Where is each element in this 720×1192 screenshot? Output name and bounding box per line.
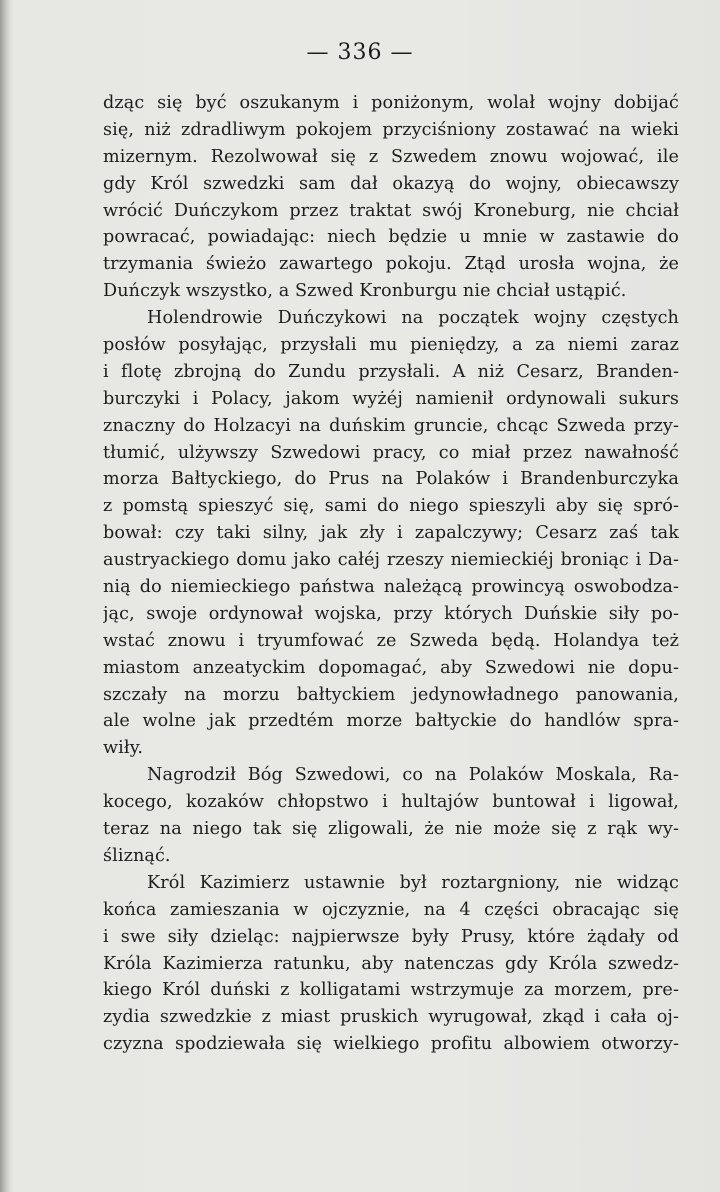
text-line: burczyki i Polacy, jakom wyżéj namienił ordynowali sukurs xyxy=(103,388,679,409)
text-line: posłów posyłając, przysłali mu pieniędzy, a za niemi zaraz xyxy=(103,335,679,356)
text-line: austryackiego domu jako całéj rzeszy niemieckiéj broniąc i Da- xyxy=(103,550,679,571)
text-line: kiego Król duński z kolligatami wstrzymuje za morzem, pre- xyxy=(103,980,679,1001)
text-line: wstać znowu i tryumfować ze Szweda będą. Holandya też xyxy=(103,630,679,651)
text-line: czyzna spodziewała się wielkiego profitu albowiem otworzy- xyxy=(103,1034,679,1055)
text-line: jąc, swoje ordynował wojska, przy których Duńskie siły po- xyxy=(103,603,679,624)
text-line: śliznąć. xyxy=(103,845,171,866)
text-line: teraz na niego tak się zligowali, że nie może się z rąk wy- xyxy=(103,819,679,840)
text-line: i swe siły dzieląc: najpierwsze były Prusy, które żądały od xyxy=(103,926,679,947)
text-line: się, niż zdradliwym pokojem przyciśniony zostawać na wieki xyxy=(103,119,679,140)
text-line: kocego, kozaków chłopstwo i hultajów buntował i ligował, xyxy=(103,792,679,813)
text-line: nią do niemieckiego państwa należącą prowincyą oswobodza- xyxy=(103,577,679,598)
text-line: wiły. xyxy=(103,738,144,759)
text-line: gdy Król szwedzki sam dał okazyą do wojny, obiecawszy xyxy=(103,173,679,194)
text-line: Holendrowie Duńczykowi na początek wojny częstych xyxy=(147,308,679,329)
body-text xyxy=(103,90,679,1058)
text-line: miastom anzeatyckim dopomagać, aby Szwedowi nie dopu- xyxy=(103,657,679,678)
text-line: zydia szwedzkie z miast pruskich wyrugował, zkąd i cała oj- xyxy=(103,1007,679,1028)
text-line: wrócić Duńczykom przez traktat swój Kroneburg, nie chciał xyxy=(103,200,679,221)
text-line: powracać, powiadając: niech będzie u mnie w zastawie do xyxy=(103,227,679,248)
text-line: ale wolne jak przedtém morze bałtyckie do handlów spra- xyxy=(103,711,679,732)
text-line: tłumić, ulżywszy Szwedowi pracy, co miał przez nawałność xyxy=(103,442,679,463)
text-line: znaczny do Holzacyi na duńskim gruncie, chcąc Szweda przy- xyxy=(103,415,679,436)
text-line: Duńczyk wszystko, a Szwed Kronburgu nie chciał ustąpić. xyxy=(103,281,627,302)
text-line: Nagrodził Bóg Szwedowi, co na Polaków Moskala, Ra- xyxy=(147,765,679,786)
text-line: z pomstą spieszyć się, sami do niego spieszyli aby się spró- xyxy=(103,496,679,517)
text-line: bował: czy taki silny, jak zły i zapalczywy; Cesarz zaś tak xyxy=(103,523,679,544)
text-line: i flotę zbrojną do Zundu przysłali. A niż Cesarz, Branden- xyxy=(103,361,679,382)
page-number: — 336 — xyxy=(306,40,414,65)
text-line: szczały na morzu bałtyckiem jedynowładnego panowania, xyxy=(103,684,679,705)
text-line: końca zamieszania w ojczyznie, na 4 części obracając się xyxy=(103,899,679,920)
text-line: Król Kazimierz ustawnie był roztargniony, nie widząc xyxy=(147,872,679,893)
text-line: Króla Kazimierza ratunku, aby natenczas gdy Króla szwedz- xyxy=(103,953,679,974)
text-line: trzymania świeżo zawartego pokoju. Ztąd urosła wojna, że xyxy=(103,254,679,275)
text-line: morza Bałtyckiego, do Prus na Polaków i Brandenburczyka xyxy=(103,469,679,490)
page-binding-edge xyxy=(0,0,10,1192)
text-line: mizernym. Rezolwował się z Szwedem znowu wojować, ile xyxy=(103,146,679,167)
text-line: dząc się być oszukanym i poniżonym, wolał wojny dobijać xyxy=(103,93,679,113)
